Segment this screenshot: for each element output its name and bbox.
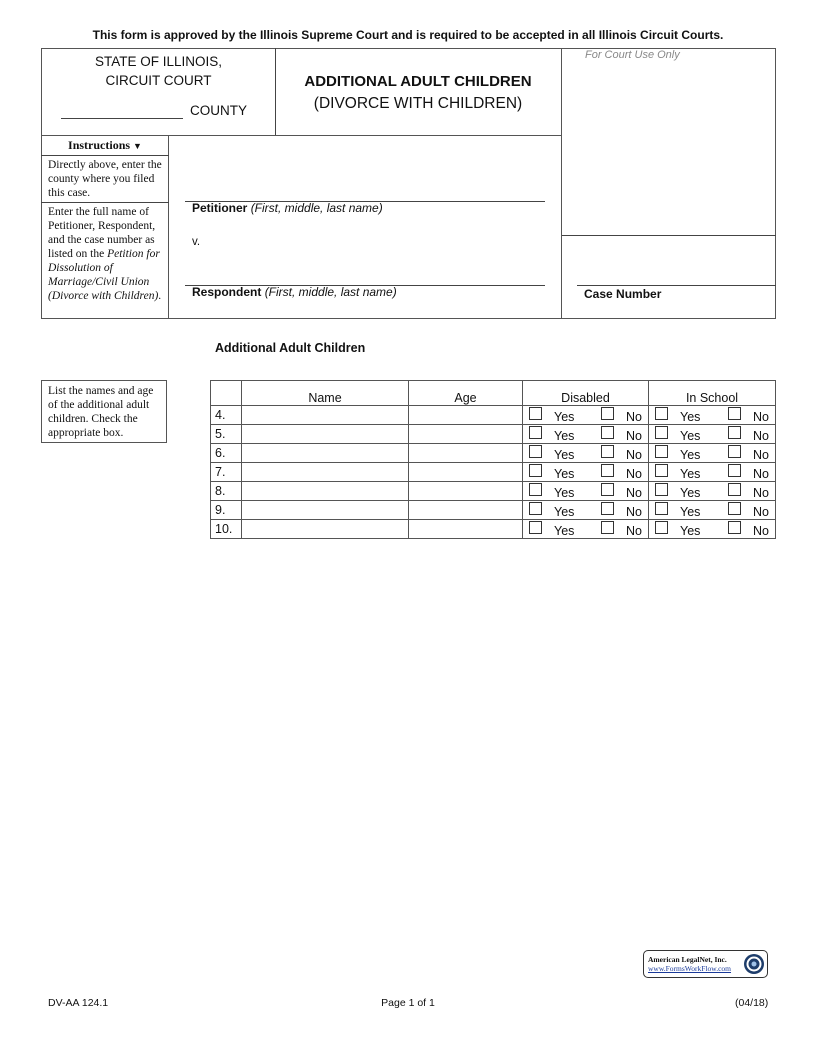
in-school-yes-checkbox[interactable] bbox=[655, 521, 668, 534]
disabled-yes-checkbox[interactable] bbox=[529, 502, 542, 515]
state-line-1: STATE OF ILLINOIS, bbox=[94, 54, 223, 69]
instructions-heading-divider bbox=[41, 155, 169, 156]
section-heading: Additional Adult Children bbox=[215, 341, 366, 355]
disabled-yes-label: Yes bbox=[554, 486, 575, 500]
row-number-header bbox=[211, 381, 242, 406]
court-use-label: For Court Use Only bbox=[585, 49, 680, 61]
in-school-yes-checkbox[interactable] bbox=[655, 426, 668, 439]
in-school-no-label: No bbox=[753, 448, 769, 462]
american-legalnet-logo bbox=[643, 950, 768, 978]
respondent-label-text: Respondent bbox=[192, 285, 262, 299]
in-school-no-label: No bbox=[753, 486, 769, 500]
in-school-yes-checkbox[interactable] bbox=[655, 445, 668, 458]
page-number: Page 1 of 1 bbox=[381, 997, 435, 1009]
child-age-input[interactable] bbox=[409, 482, 523, 501]
county-input-line[interactable] bbox=[61, 118, 183, 119]
in-school-no-checkbox[interactable] bbox=[728, 445, 741, 458]
disabled-no-checkbox[interactable] bbox=[601, 426, 614, 439]
child-age-input[interactable] bbox=[409, 463, 523, 482]
in-school-header: In School bbox=[649, 381, 776, 406]
in-school-cell bbox=[649, 463, 776, 482]
disabled-no-checkbox[interactable] bbox=[601, 483, 614, 496]
name-header: Name bbox=[242, 381, 409, 406]
child-age-input[interactable] bbox=[409, 406, 523, 425]
row-number: 8. bbox=[211, 482, 242, 501]
child-age-input[interactable] bbox=[409, 425, 523, 444]
court-use-box bbox=[561, 48, 776, 319]
in-school-no-label: No bbox=[753, 505, 769, 519]
table-row bbox=[211, 425, 776, 444]
child-name-input[interactable] bbox=[242, 444, 409, 463]
in-school-yes-checkbox[interactable] bbox=[655, 502, 668, 515]
petitioner-hint: (First, middle, last name) bbox=[250, 201, 383, 215]
child-name-input[interactable] bbox=[242, 520, 409, 539]
disabled-yes-label: Yes bbox=[554, 505, 575, 519]
disabled-header: Disabled bbox=[523, 381, 649, 406]
instructions-heading[interactable] bbox=[41, 138, 169, 153]
caret-down-icon: ▼ bbox=[133, 141, 142, 151]
logo-company: American LegalNet, Inc. bbox=[648, 955, 727, 964]
form-subtitle: (DIVORCE WITH CHILDREN) bbox=[313, 95, 523, 112]
child-name-input[interactable] bbox=[242, 501, 409, 520]
instructions-names-text-2: . bbox=[158, 290, 162, 302]
disabled-yes-label: Yes bbox=[554, 524, 575, 538]
instructions-county: Directly above, enter the county where you filed this case. bbox=[48, 159, 162, 199]
disabled-cell bbox=[523, 482, 649, 501]
in-school-cell bbox=[649, 444, 776, 463]
instructions-names-text-1: Enter the full name of Petitioner, Respondent, and the case number as listed on the bbox=[48, 206, 156, 260]
in-school-cell bbox=[649, 406, 776, 425]
county-label: COUNTY bbox=[190, 103, 247, 118]
form-id: DV-AA 124.1 bbox=[48, 997, 109, 1009]
disabled-no-checkbox[interactable] bbox=[601, 464, 614, 477]
disabled-cell bbox=[523, 463, 649, 482]
in-school-yes-checkbox[interactable] bbox=[655, 407, 668, 420]
child-name-input[interactable] bbox=[242, 425, 409, 444]
in-school-cell bbox=[649, 501, 776, 520]
children-table bbox=[210, 380, 776, 539]
disabled-yes-checkbox[interactable] bbox=[529, 426, 542, 439]
child-age-input[interactable] bbox=[409, 444, 523, 463]
instructions-names bbox=[48, 205, 164, 303]
disabled-no-checkbox[interactable] bbox=[601, 407, 614, 420]
row-number: 5. bbox=[211, 425, 242, 444]
form-version: (04/18) bbox=[735, 997, 769, 1009]
disabled-no-label: No bbox=[626, 429, 642, 443]
disabled-no-label: No bbox=[626, 524, 642, 538]
approval-notice: This form is approved by the Illinois Supreme Court and is required to be accepted in all Illinois Circuit Courts. bbox=[92, 28, 724, 42]
row-number: 10. bbox=[211, 520, 242, 539]
child-age-input[interactable] bbox=[409, 520, 523, 539]
respondent-label bbox=[192, 285, 397, 299]
instructions-names-petition: Petition for Dissolution of Marriage/Civil Union (Divorce with Children) bbox=[48, 248, 160, 302]
in-school-no-checkbox[interactable] bbox=[728, 502, 741, 515]
in-school-yes-label: Yes bbox=[680, 410, 701, 424]
disabled-no-label: No bbox=[626, 505, 642, 519]
row-number: 6. bbox=[211, 444, 242, 463]
disabled-yes-checkbox[interactable] bbox=[529, 483, 542, 496]
in-school-no-label: No bbox=[753, 524, 769, 538]
in-school-no-label: No bbox=[753, 467, 769, 481]
in-school-no-checkbox[interactable] bbox=[728, 407, 741, 420]
disabled-cell bbox=[523, 520, 649, 539]
disabled-cell bbox=[523, 406, 649, 425]
disabled-yes-checkbox[interactable] bbox=[529, 407, 542, 420]
disabled-yes-checkbox[interactable] bbox=[529, 445, 542, 458]
disabled-cell bbox=[523, 501, 649, 520]
in-school-no-label: No bbox=[753, 429, 769, 443]
in-school-yes-checkbox[interactable] bbox=[655, 464, 668, 477]
child-name-input[interactable] bbox=[242, 406, 409, 425]
instructions-heading-label: Instructions bbox=[68, 138, 131, 152]
in-school-yes-label: Yes bbox=[680, 486, 701, 500]
table-row bbox=[211, 482, 776, 501]
in-school-yes-label: Yes bbox=[680, 467, 701, 481]
table-row bbox=[211, 463, 776, 482]
disabled-cell bbox=[523, 444, 649, 463]
disabled-no-label: No bbox=[626, 410, 642, 424]
case-number-input-line[interactable] bbox=[577, 285, 776, 286]
child-age-input[interactable] bbox=[409, 501, 523, 520]
state-line-2: CIRCUIT COURT bbox=[105, 73, 212, 88]
instructions-divider bbox=[41, 202, 169, 203]
in-school-yes-label: Yes bbox=[680, 448, 701, 462]
table-row bbox=[211, 501, 776, 520]
disabled-no-checkbox[interactable] bbox=[601, 502, 614, 515]
disabled-no-label: No bbox=[626, 467, 642, 481]
disabled-no-label: No bbox=[626, 486, 642, 500]
in-school-cell bbox=[649, 482, 776, 501]
in-school-no-label: No bbox=[753, 410, 769, 424]
in-school-yes-label: Yes bbox=[680, 524, 701, 538]
row-number: 7. bbox=[211, 463, 242, 482]
petitioner-label-text: Petitioner bbox=[192, 201, 248, 215]
table-row bbox=[211, 520, 776, 539]
in-school-cell bbox=[649, 520, 776, 539]
disabled-yes-checkbox[interactable] bbox=[529, 464, 542, 477]
row-number: 9. bbox=[211, 501, 242, 520]
versus: v. bbox=[192, 236, 201, 248]
age-header: Age bbox=[409, 381, 523, 406]
in-school-no-checkbox[interactable] bbox=[728, 483, 741, 496]
respondent-hint: (First, middle, last name) bbox=[264, 285, 397, 299]
in-school-no-checkbox[interactable] bbox=[728, 464, 741, 477]
table-header-row bbox=[211, 381, 776, 406]
in-school-yes-checkbox[interactable] bbox=[655, 483, 668, 496]
petitioner-label bbox=[192, 201, 383, 215]
globe-icon bbox=[743, 953, 765, 975]
logo-website: www.FormsWorkFlow.com bbox=[648, 964, 732, 973]
form-title: ADDITIONAL ADULT CHILDREN bbox=[304, 73, 532, 90]
disabled-yes-label: Yes bbox=[554, 467, 575, 481]
disabled-yes-checkbox[interactable] bbox=[529, 521, 542, 534]
court-use-divider bbox=[561, 235, 776, 236]
disabled-no-checkbox[interactable] bbox=[601, 521, 614, 534]
in-school-no-checkbox[interactable] bbox=[728, 426, 741, 439]
table-row bbox=[211, 406, 776, 425]
row-number: 4. bbox=[211, 406, 242, 425]
header-divider bbox=[275, 48, 276, 136]
in-school-yes-label: Yes bbox=[680, 429, 701, 443]
in-school-yes-label: Yes bbox=[680, 505, 701, 519]
in-school-cell bbox=[649, 425, 776, 444]
table-row bbox=[211, 444, 776, 463]
child-name-input[interactable] bbox=[242, 463, 409, 482]
disabled-yes-label: Yes bbox=[554, 429, 575, 443]
disabled-yes-label: Yes bbox=[554, 410, 575, 424]
disabled-yes-label: Yes bbox=[554, 448, 575, 462]
disabled-cell bbox=[523, 425, 649, 444]
disabled-no-checkbox[interactable] bbox=[601, 445, 614, 458]
disabled-no-label: No bbox=[626, 448, 642, 462]
instructions-list: List the names and age of the additional adult children. Check the appropriate box. bbox=[41, 380, 167, 443]
child-name-input[interactable] bbox=[242, 482, 409, 501]
in-school-no-checkbox[interactable] bbox=[728, 521, 741, 534]
case-number-label: Case Number bbox=[584, 287, 662, 301]
